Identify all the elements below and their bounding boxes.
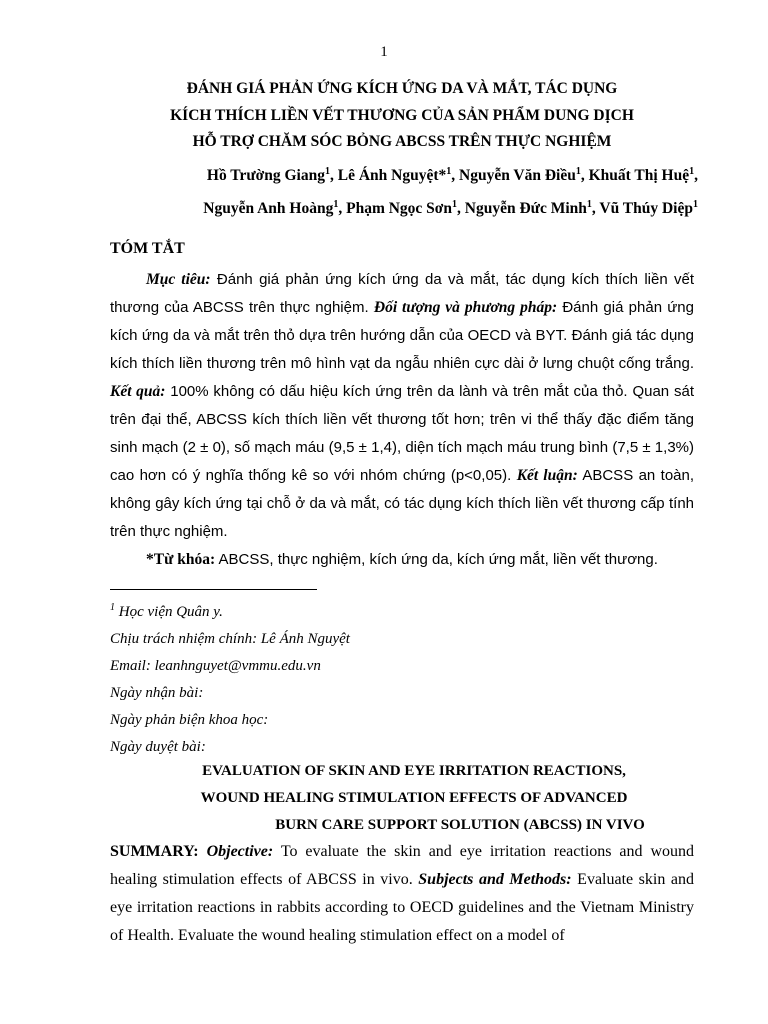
author-separator: , <box>338 200 347 218</box>
affiliation-text: Học viện Quân y. <box>115 604 223 620</box>
affiliation-mark: 1 <box>575 166 581 177</box>
methods-label: Đối tượng và phương pháp: <box>373 299 558 316</box>
affiliation-mark: 1 <box>693 199 698 211</box>
author-name: Lê Ánh Nguyệt* <box>337 167 447 185</box>
objective-text: Đánh giá phản ứng kích ứng da và mắt, tác dụng kích thích liền vết thương của ABCSS trên thực nghiệm. <box>110 271 695 316</box>
footnote-responsible: Chịu trách nhiệm chính: Lê Ánh Nguyệt <box>110 631 350 647</box>
abstract-heading: TÓM TẮT <box>110 240 185 257</box>
author-separator: , <box>580 167 589 185</box>
summary-methods-label: Subjects and Methods: <box>418 871 572 888</box>
author-name: Nguyễn Anh Hoàng <box>203 200 334 218</box>
title-line: BURN CARE SUPPORT SOLUTION (ABCSS) IN VIVO <box>275 817 645 833</box>
title-line: HỖ TRỢ CHĂM SÓC BỎNG ABCSS TRÊN THỰC NGHIỆM <box>192 133 612 150</box>
objective-label: Mục tiêu: <box>146 271 211 288</box>
affiliation-mark: 1 <box>333 199 339 211</box>
author-name: Nguyễn Đức Minh <box>464 200 587 218</box>
footnote-divider <box>110 589 317 590</box>
author-name: Khuất Thị Huệ <box>588 167 690 185</box>
vietnamese-abstract <box>110 266 694 574</box>
vietnamese-title <box>0 76 768 156</box>
keywords-text: ABCSS, thực nghiệm, kích ứng da, kích ứng mắt, liền vết thương. <box>215 551 658 568</box>
footnotes <box>110 594 350 761</box>
author-name: Nguyễn Văn Điều <box>459 167 576 185</box>
keywords-label: *Từ khóa: <box>146 551 216 568</box>
author-name: Hồ Trường Giang <box>206 167 325 185</box>
conclusion-text: ABCSS an toàn, không gây kích ứng tại chỗ ở da và mắt, có tác dụng kích thích liền vết thương cấp tính trên thực nghiệm. <box>110 467 695 540</box>
author-separator: , <box>591 200 600 218</box>
footnote-reviewed: Ngày phản biện khoa học: <box>110 712 269 728</box>
affiliation-mark: 1 <box>586 199 592 211</box>
abstract-paragraph <box>110 266 694 546</box>
page-number: 1 <box>380 44 388 60</box>
footnote-affiliation <box>110 594 350 626</box>
author-name: Phạm Ngọc Sơn <box>346 200 453 218</box>
author-list <box>203 157 698 223</box>
title-line: WOUND HEALING STIMULATION EFFECTS OF ADVANCED <box>200 790 628 806</box>
author-separator: , <box>451 167 459 185</box>
summary-objective-text: To evaluate the skin and eye irritation reactions and wound healing stimulation effects of ABCSS in vivo. <box>110 843 695 888</box>
footnote-received: Ngày nhận bài: <box>110 685 204 701</box>
affiliation-mark: 1 <box>452 199 458 211</box>
author-line <box>203 190 698 223</box>
english-title <box>0 758 768 839</box>
affiliation-mark: 1 <box>689 166 695 177</box>
summary-methods-text: Evaluate skin and eye irritation reactions in rabbits according to OECD guidelines and the Vietnam Ministry of Health. Evaluate the wound healing stimulation effect on a model of <box>110 871 695 944</box>
author-name: Vũ Thúy Diệp <box>599 200 693 218</box>
results-label: Kết quả: <box>110 383 166 400</box>
keywords <box>110 546 694 574</box>
footnote-accepted: Ngày duyệt bài: <box>110 739 206 755</box>
title-line: ĐÁNH GIÁ PHẢN ỨNG KÍCH ỨNG DA VÀ MẮT, TÁC DỤNG <box>186 80 618 97</box>
author-line <box>203 157 698 190</box>
summary-objective-label: Objective: <box>206 843 274 860</box>
affiliation-mark: 1 <box>324 166 330 177</box>
author-separator: , <box>329 167 338 185</box>
title-line: KÍCH THÍCH LIỀN VẾT THƯƠNG CỦA SẢN PHẨM DUNG DỊCH <box>170 106 634 124</box>
footnote-email: Email: leanhnguyet@vmmu.edu.vn <box>110 658 321 674</box>
author-separator: , <box>457 200 465 218</box>
english-summary <box>110 838 694 950</box>
affiliation-mark: 1 <box>446 166 452 177</box>
results-text: 100% không có dấu hiệu kích ứng trên da lành và trên mắt của thỏ. Quan sát trên đại thể, ABCSS kích thích liền vết thương tốt hơn; trên vi thể thấy đặc điểm tăng sinh mạch (2 ± 0), số mạch máu (9,5 ± 1,4), diện tích mạch máu trung bình (7,5 ± 1,3%) cao hơn có ý nghĩa thống kê so với nhóm chứng (p<0,05). <box>110 383 694 484</box>
methods-text: Đánh giá phản ứng kích ứng da và mắt trên thỏ dựa trên hướng dẫn của OECD và BYT. Đánh giá tác dụng kích thích liền thương trên mô hình vạt da ngẫu nhiên cực dài ở lưng chuột cống trắng. <box>110 299 694 372</box>
conclusion-label: Kết luận: <box>516 467 578 484</box>
author-separator: , <box>694 167 698 185</box>
affiliation-mark: 1 <box>110 602 115 613</box>
summary-label: SUMMARY: <box>110 843 199 860</box>
title-line: EVALUATION OF SKIN AND EYE IRRITATION REACTIONS, <box>202 763 626 779</box>
